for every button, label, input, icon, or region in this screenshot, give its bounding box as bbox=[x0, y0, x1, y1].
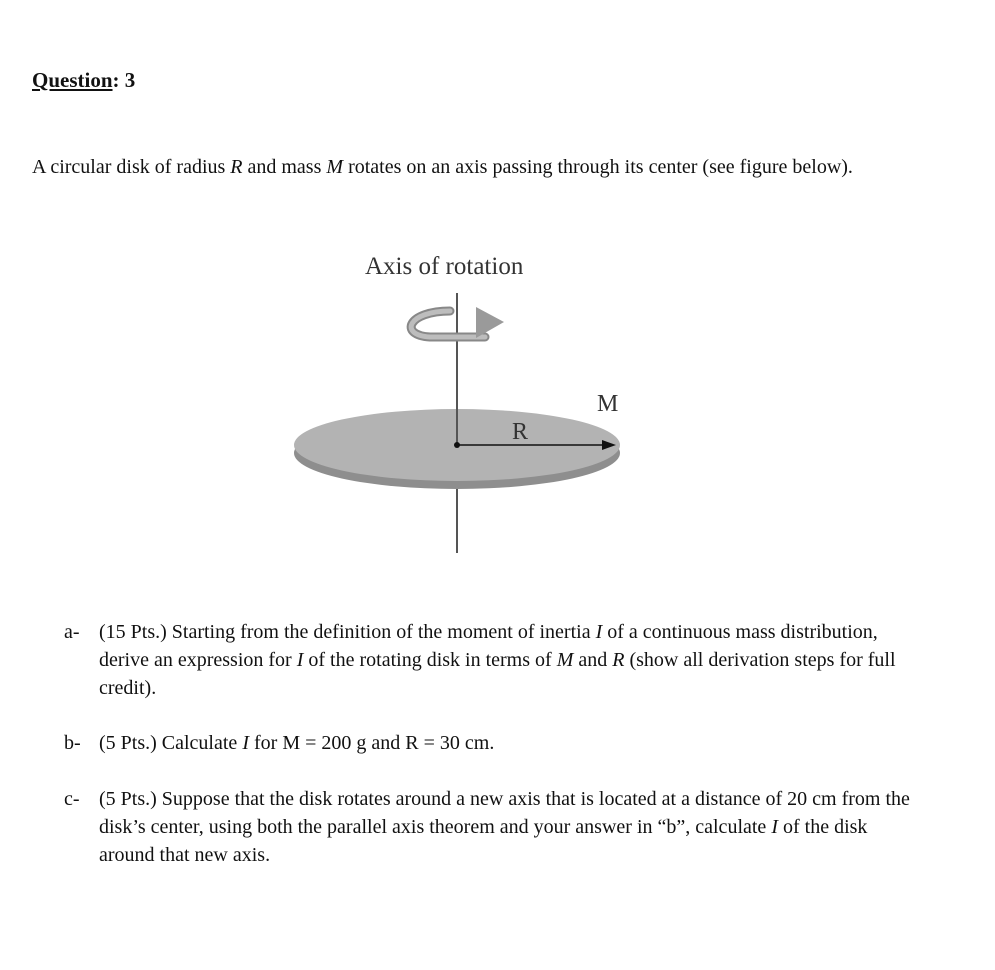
part-text-segment: of the disk around that new axis. bbox=[99, 816, 868, 866]
part-text-segment: and bbox=[573, 649, 613, 671]
intro-text: A circular disk of radius bbox=[32, 156, 231, 178]
mass-variable: M bbox=[326, 156, 344, 178]
part-text bbox=[99, 618, 924, 702]
figure-radius-label: R bbox=[512, 419, 529, 445]
part-text-segment: (show all derivation steps for full credit). bbox=[99, 649, 896, 699]
part-text-segment: and bbox=[366, 732, 406, 754]
part-marker: c- bbox=[64, 788, 80, 810]
rotating-disk-figure bbox=[280, 245, 660, 565]
radius-equation: R = 30 cm bbox=[405, 732, 490, 754]
part-text-segment: of a continuous mass distribution, derive an expression for bbox=[99, 621, 878, 671]
figure-title: Axis of rotation bbox=[365, 253, 524, 280]
mass-equation: M = 200 g bbox=[282, 732, 367, 754]
intro-text: rotates on an axis passing through its center (see figure below). bbox=[343, 156, 853, 178]
part-a bbox=[64, 618, 924, 702]
intro-text: and mass bbox=[242, 156, 327, 178]
part-marker: a- bbox=[64, 621, 80, 643]
question-heading bbox=[32, 68, 135, 93]
part-text-segment: (15 Pts.) Starting from the definition of the moment of inertia bbox=[99, 621, 596, 643]
radius-variable: R bbox=[612, 649, 625, 671]
part-text-segment: for bbox=[248, 732, 283, 754]
part-text bbox=[99, 785, 924, 869]
disk-center-dot bbox=[454, 442, 460, 448]
part-text-segment: . bbox=[489, 732, 495, 754]
mass-variable: M bbox=[556, 649, 574, 671]
part-c bbox=[64, 785, 924, 869]
inertia-variable: I bbox=[296, 649, 304, 671]
radius-variable: R bbox=[230, 156, 243, 178]
part-text-segment: of the rotating disk in terms of bbox=[303, 649, 557, 671]
inertia-variable: I bbox=[242, 732, 249, 754]
part-text-segment: (5 Pts.) Suppose that the disk rotates around a new axis that is located at a distance of 20 cm from the disk’s center, using both the parallel axis theorem and your answer in “b”, calculate bbox=[99, 788, 910, 838]
question-number: : 3 bbox=[112, 68, 136, 92]
question-parts bbox=[64, 618, 924, 896]
part-text-segment: (5 Pts.) Calculate bbox=[99, 732, 243, 754]
part-b bbox=[64, 729, 924, 757]
part-marker: b- bbox=[64, 732, 81, 754]
inertia-variable: I bbox=[595, 621, 603, 643]
figure-mass-label: M bbox=[597, 391, 619, 417]
inertia-variable: I bbox=[771, 816, 778, 838]
problem-statement bbox=[32, 155, 912, 180]
question-label: Question bbox=[32, 68, 113, 92]
part-text bbox=[99, 729, 924, 757]
